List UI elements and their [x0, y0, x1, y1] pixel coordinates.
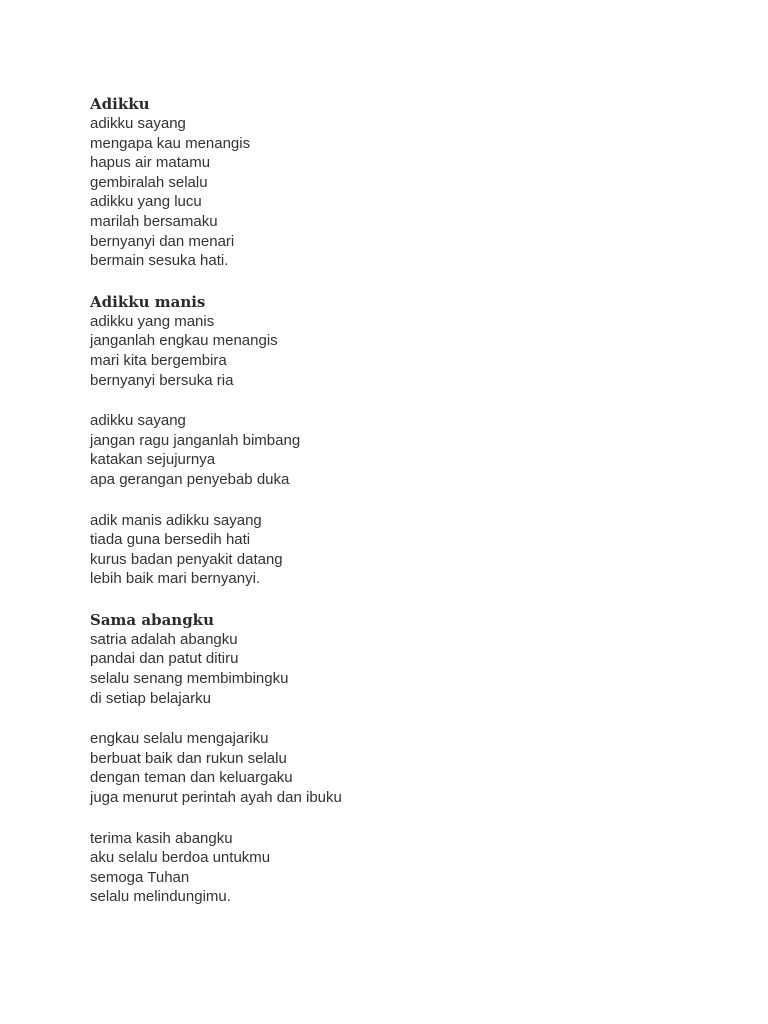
poem-title: Adikku manis — [90, 292, 206, 311]
poem-line: adikku sayang — [90, 412, 186, 430]
poem-line: mari kita bergembira — [90, 351, 227, 369]
poem-line: semoga Tuhan — [90, 868, 190, 886]
stanza — [90, 411, 730, 489]
poem-line: dengan teman dan keluargaku — [90, 769, 293, 787]
poem-line: adikku yang manis — [90, 312, 215, 330]
poem-line: apa gerangan penyebab duka — [90, 470, 290, 488]
stanza — [90, 630, 730, 708]
poem-line: pandai dan patut ditiru — [90, 650, 239, 668]
poem-line: terima kasih abangku — [90, 829, 233, 847]
poem-title: Adikku — [90, 95, 150, 113]
stanza — [90, 511, 730, 589]
poem-line: hapus air matamu — [90, 154, 211, 172]
poem-line: engkau selalu mengajariku — [90, 730, 269, 748]
poem-adikku-manis — [90, 292, 730, 589]
poem-line: adik manis adikku sayang — [90, 511, 262, 529]
poem-line: selalu melindungimu. — [90, 888, 231, 906]
poem-line: gembiralah selalu — [90, 173, 208, 191]
poem-title: Sama abangku — [90, 610, 214, 629]
poem-line: juga menurut perintah ayah dan ibuku — [90, 789, 342, 807]
document-page — [90, 94, 730, 907]
poem-line: bernyanyi dan menari — [90, 232, 235, 250]
poem-line: di setiap belajarku — [90, 689, 211, 707]
poem-line: satria adalah abangku — [90, 630, 238, 648]
poem-line: lebih baik mari bernyanyi. — [90, 570, 261, 588]
poem-adikku — [90, 94, 730, 271]
poem-line: berbuat baik dan rukun selalu — [90, 749, 287, 767]
poem-line: bernyanyi bersuka ria — [90, 371, 234, 389]
poem-line: adikku yang lucu — [90, 193, 202, 211]
poem-line: jangan ragu janganlah bimbang — [90, 431, 301, 449]
stanza — [90, 114, 730, 271]
stanza — [90, 312, 730, 390]
poem-line: adikku sayang — [90, 115, 186, 132]
poem-line: bermain sesuka hati. — [90, 252, 229, 270]
poem-line: janganlah engkau menangis — [90, 332, 278, 350]
stanza — [90, 829, 730, 907]
poem-line: tiada guna bersedih hati — [90, 531, 251, 549]
poem-sama-abangku — [90, 610, 730, 907]
poem-line: mengapa kau menangis — [90, 134, 251, 152]
poem-line: marilah bersamaku — [90, 212, 218, 230]
poem-line: aku selalu berdoa untukmu — [90, 849, 271, 867]
poem-line: katakan sejujurnya — [90, 451, 216, 469]
stanza — [90, 729, 730, 807]
poem-line: kurus badan penyakit datang — [90, 550, 283, 568]
poem-line: selalu senang membimbingku — [90, 670, 289, 688]
